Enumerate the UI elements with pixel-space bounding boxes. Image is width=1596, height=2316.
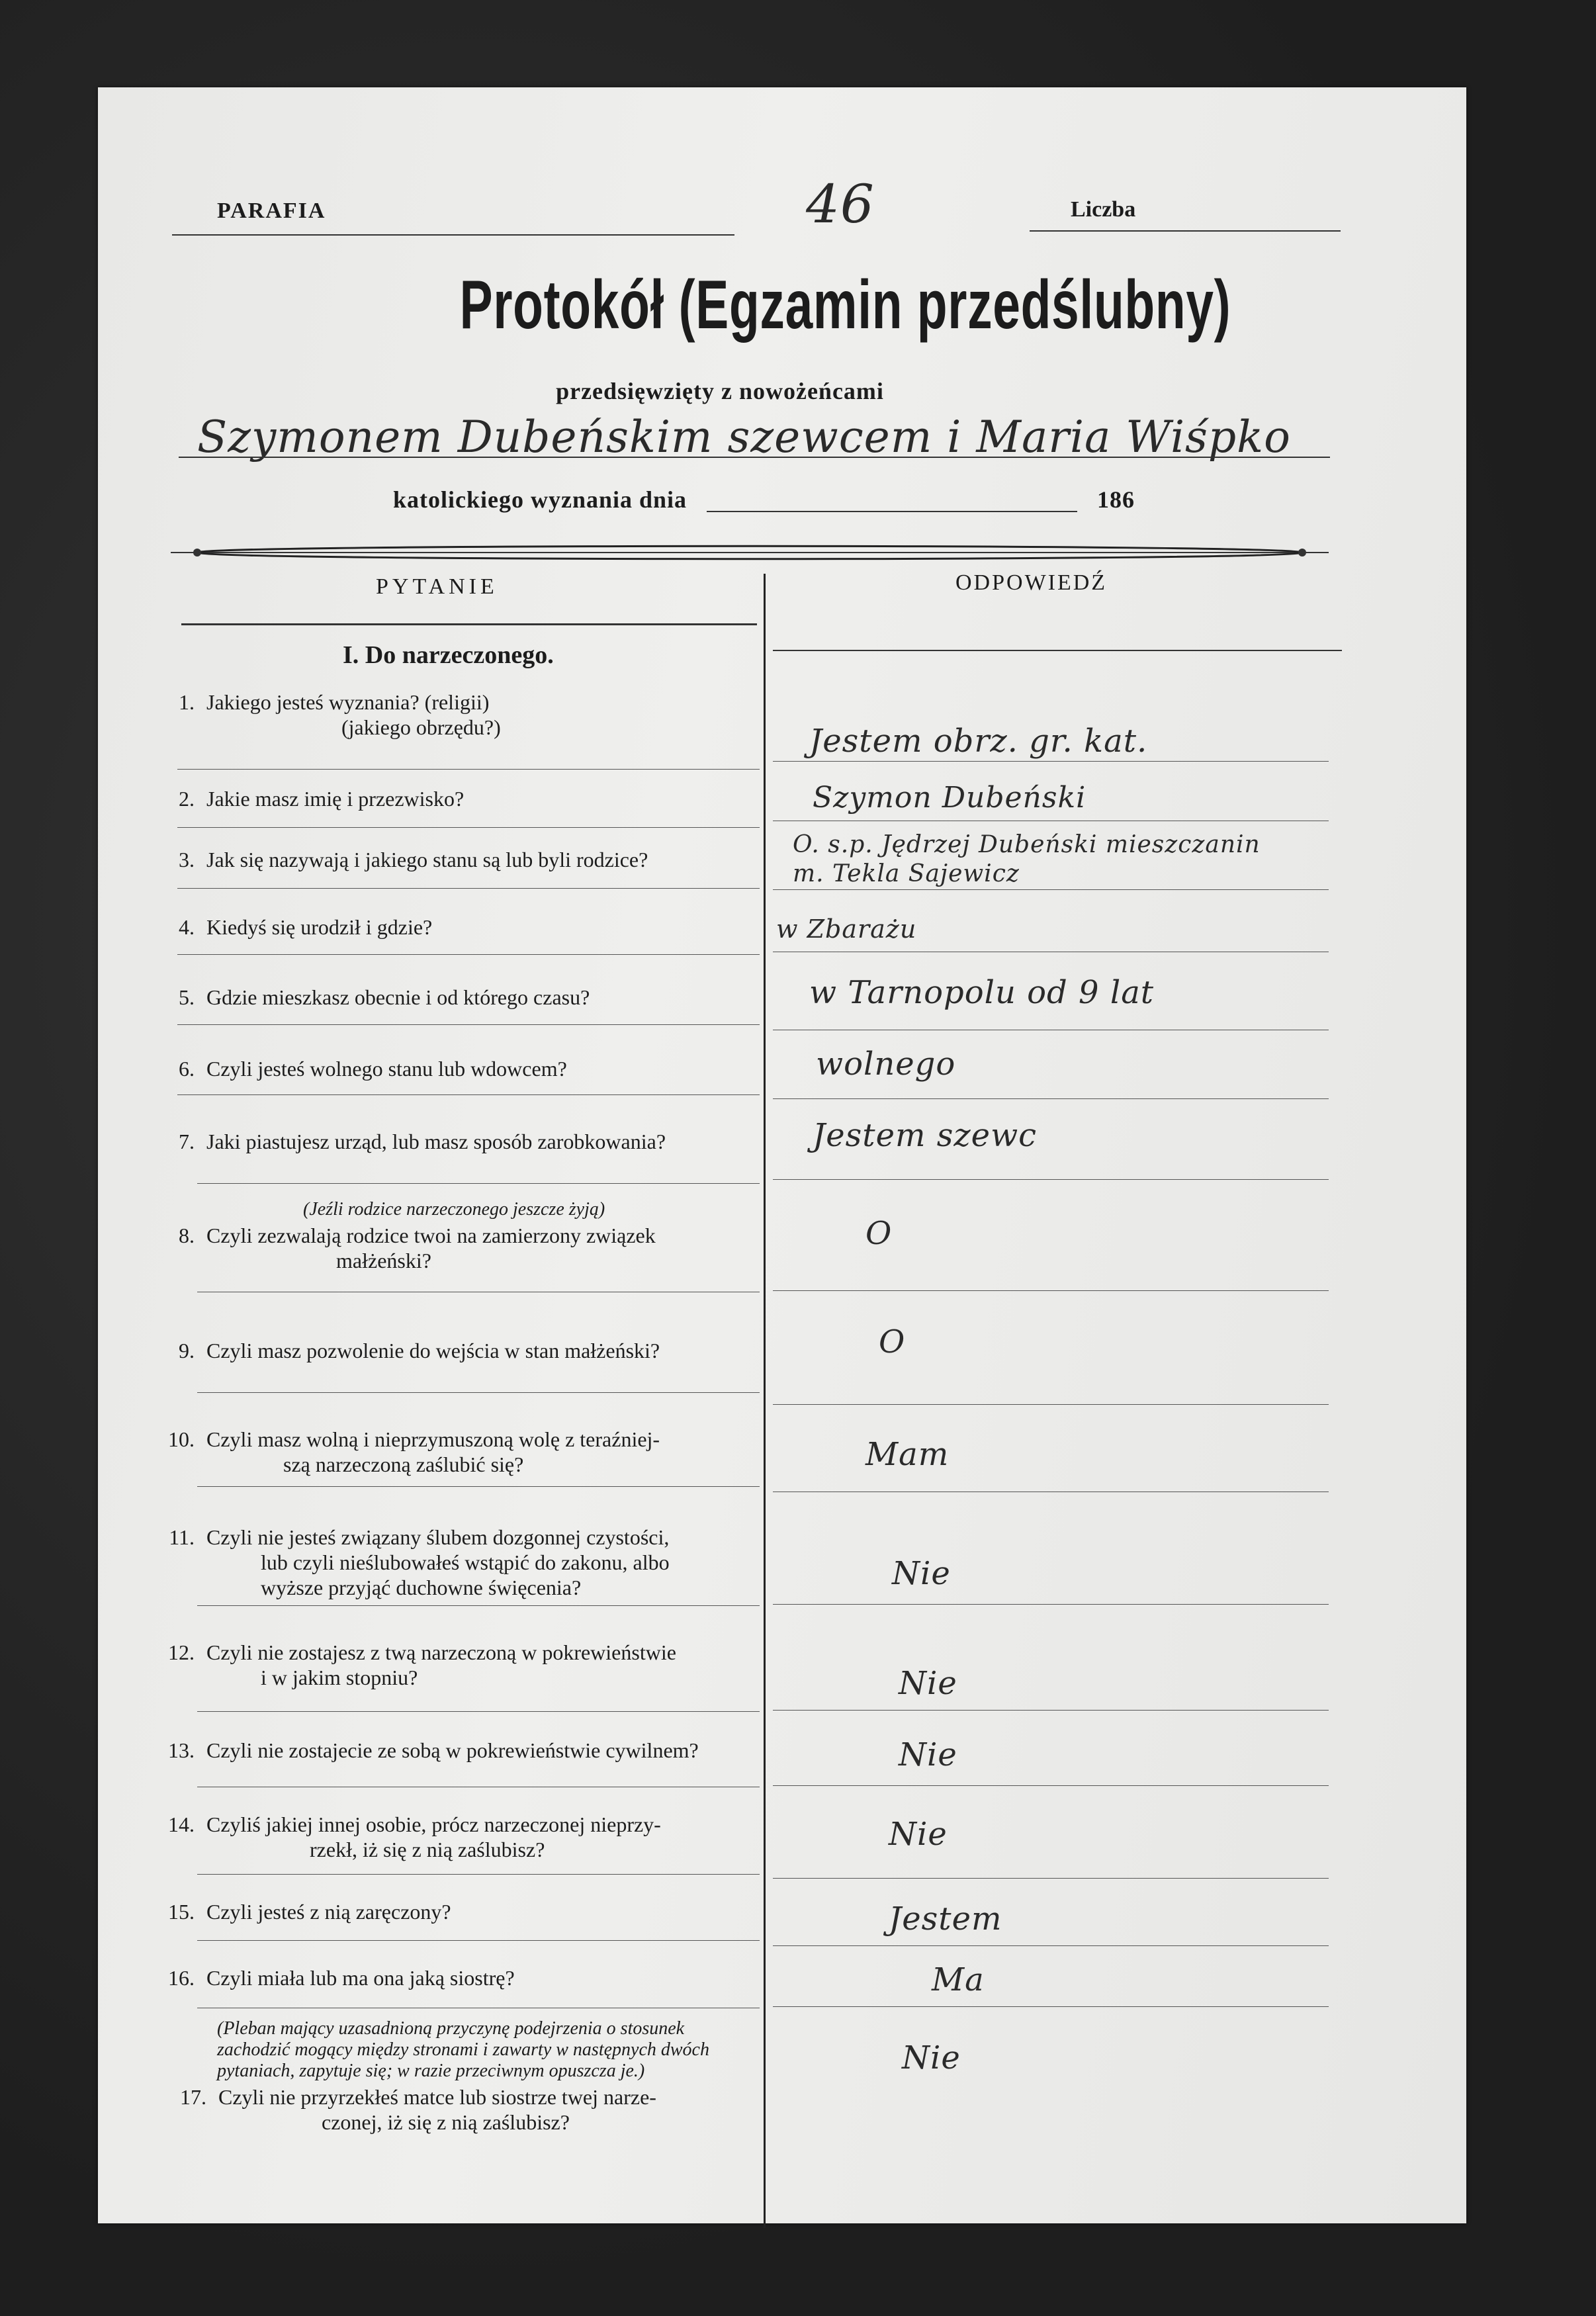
question-3: 3. Jak się nazywają i jakiego stanu są lub byli rodzice? (179, 848, 648, 871)
question-10: 10. Czyli masz wolną i nieprzymuszoną wolę z teraźniej- szą narzeczoną zaślubić się? (168, 1427, 660, 1476)
header-rule-right (773, 650, 1342, 651)
decorative-chain-border (171, 544, 1329, 561)
answer-10: Mam (865, 1436, 950, 1473)
column-divider (764, 574, 766, 2228)
katolickiego-label: katolickiego wyznania dnia (393, 486, 687, 513)
document-number: 46 (806, 173, 875, 235)
question-16: 16. Czyli miała lub ma ona jaką siostrę? (168, 1966, 515, 1990)
parafia-line (172, 234, 734, 236)
answer-11: Nie (892, 1555, 951, 1592)
answer-17: Nie (902, 2039, 961, 2076)
question-14: 14. Czyliś jakiej innej osobie, prócz narzeczonej nieprzy- rzekł, iż się z nią zaślubisz? (168, 1812, 661, 1861)
answer-13: Nie (899, 1736, 957, 1773)
couple-names: Szymonem Dubeńskim szewcem i Maria Wiśpko (197, 412, 1291, 463)
year-prefix: 186 (1097, 486, 1135, 513)
document-page (98, 87, 1466, 2223)
question-11: 11. Czyli nie jesteś związany ślubem dozgonnej czystości, lub czyli nieślubowałeś wstąpić do zakonu, albo wyższe przyjąć duchowne święcenia? (169, 1525, 670, 1599)
answer-8: O (865, 1215, 893, 1252)
liczba-line (1030, 230, 1341, 232)
answer-9: O (879, 1323, 906, 1360)
document-title: Protokół (Egzamin przedślubny) (459, 267, 1231, 343)
question-6: 6. Czyli jesteś wolnego stanu lub wdowcem? (179, 1057, 567, 1081)
column-header-odpowiedz: ODPOWIEDŹ (955, 570, 1108, 595)
answer-3-line-2: m. Tekla Sajewicz (793, 860, 1020, 887)
section-title: I. Do narzeczonego. (343, 641, 554, 669)
document-subtitle: przedsięwzięty z nowożeńcami (556, 378, 884, 404)
answer-12: Nie (899, 1665, 957, 1702)
liczba-label: Liczba (1071, 197, 1136, 222)
question-15: 15. Czyli jesteś z nią zaręczony? (168, 1900, 451, 1924)
question-12: 12. Czyli nie zostajesz z twą narzeczoną w pokrewieństwie i w jakim stopniu? (168, 1640, 676, 1689)
answer-16: Ma (932, 1961, 985, 1998)
answer-6: wolnego (816, 1046, 956, 1083)
question-2: 2. Jakie masz imię i przezwisko? (179, 787, 465, 811)
date-line (707, 511, 1077, 512)
question-4: 4. Kiedyś się urodził i gdzie? (179, 915, 433, 939)
question-1: 1. Jakiego jesteś wyznania? (religii) (jakiego obrzędu?) (179, 690, 501, 739)
answer-2: Szymon Dubeński (813, 781, 1086, 815)
answer-1: Jestem obrz. gr. kat. (809, 723, 1148, 760)
question-9: 9. Czyli masz pozwolenie do wejścia w stan małżeński? (179, 1339, 660, 1362)
column-header-pytanie: PYTANIE (376, 574, 498, 599)
couple-line (179, 457, 1330, 458)
answer-7: Jestem szewc (813, 1117, 1038, 1154)
answer-15: Jestem (889, 1900, 1002, 1937)
header-rule-left (181, 623, 757, 625)
answer-3-line-1: O. s.p. Jędrzej Dubeński mieszczanin (793, 831, 1261, 858)
parafia-label: PARAFIA (217, 199, 326, 223)
question-5: 5. Gdzie mieszkasz obecnie i od którego czasu? (179, 985, 590, 1009)
question-13: 13. Czyli nie zostajecie ze sobą w pokrewieństwie cywilnem? (168, 1738, 699, 1762)
question-17: 17. Czyli nie przyrzekłeś matce lub siostrze twej narze- czonej, iż się z nią zaślubisz? (180, 2085, 656, 2134)
question-7: 7. Jaki piastujesz urząd, lub masz sposób zarobkowania? (179, 1130, 666, 1153)
question-17-note: (Pleban mający uzasadnioną przyczynę podejrzenia o stosunek zachodzić mogący między stronami i zawarty w następnych dwóch pytaniach, zapytuje się; w razie przeciwnym opuszcza je.) (217, 2018, 709, 2081)
answer-14: Nie (889, 1816, 948, 1853)
answer-4: w Zbarażu (776, 914, 917, 944)
question-8: 8. Czyli zezwalają rodzice twoi na zamierzony związek małżeński? (179, 1224, 656, 1272)
question-8-note: (Jeźli rodzice narzeczonego jeszcze żyją) (303, 1199, 605, 1220)
answer-5: w Tarnopolu od 9 lat (809, 974, 1155, 1011)
